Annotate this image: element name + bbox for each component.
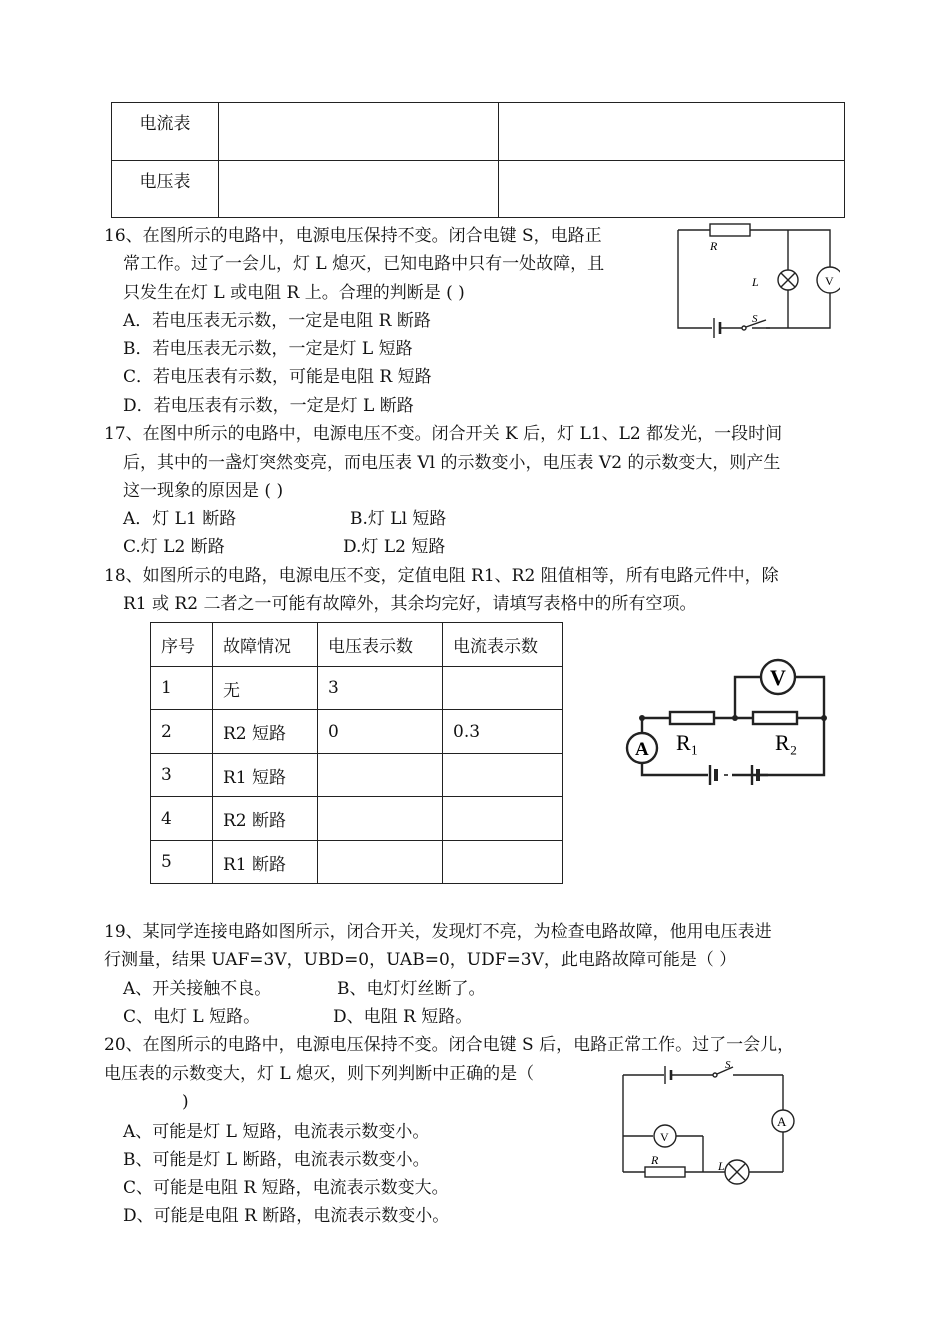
q16-option-d: D．若电压表有示数，一定是灯 L 断路 [123,396,414,416]
label-r2: R₂ [775,730,798,755]
table-cell: R1 断路 [213,841,318,884]
table-cell: 5 [151,841,213,884]
q16-circuit-diagram [670,218,840,348]
table-cell [443,841,563,884]
table-cell: 1 [151,667,213,710]
q16-stem-line: 16、在图所示的电路中，电源电压保持不变。闭合电键 S，电路正 [104,226,602,246]
table-cell: 0 [318,710,443,754]
table-cell [318,754,443,797]
table-cell [443,797,563,841]
q16-stem-line: 常工作。过了一会儿，灯 L 熄灭，已知电路中只有一处故障，且 [123,254,605,274]
resistor-r-symbol [710,224,750,236]
table-cell: R2 断路 [213,797,318,841]
q19-option-b: B、电灯灯丝断了。 [337,979,486,999]
label-l: L [752,275,759,289]
table-cell: 4 [151,797,213,841]
row-label: 电压表 [112,161,219,218]
q18-circuit-diagram [620,655,840,785]
q18-stem-line: R1 或 R2 二者之一可能有故障外，其余均完好，请填写表格中的所有空项。 [123,594,697,614]
q20-option-a: A、可能是灯 L 短路，电流表示数变小。 [123,1122,430,1142]
table-row [151,710,563,754]
table-row [112,103,845,161]
table-cell [443,754,563,797]
q16-option-a: A．若电压表无示数，一定是电阻 R 断路 [123,311,431,331]
q20-stem-line: 20、在图所示的电路中，电源电压保持不变。闭合电键 S 后，电路正常工作。过了一会儿， [104,1035,795,1055]
table-row [151,667,563,710]
table-cell: 3 [318,667,443,710]
table-cell: 2 [151,710,213,754]
table-cell [219,161,499,218]
label-s: S [725,1059,731,1071]
table-cell [318,797,443,841]
label-l: L [718,1159,725,1173]
table-cell: R1 短路 [213,754,318,797]
q17-option-c: C.灯 L2 断路 [123,537,225,557]
label-a: A [635,739,649,760]
q16-option-c: C．若电压表有示数，可能是电阻 R 短路 [123,367,432,387]
q20-stem-line: ) [182,1092,189,1112]
header-cell: 电压表示数 [318,623,443,667]
q20-circuit-diagram [615,1058,800,1188]
label-r1: R₁ [676,730,699,755]
table-cell [499,103,845,161]
q19-stem-line: 行测量，结果 UAF=3V，UBD=0，UAB=0，UDF=3V，此电路故障可能是（ ） [104,950,737,970]
q19-option-a: A、开关接触不良。 [123,979,272,999]
table-row [151,797,563,841]
q20-option-c: C、可能是电阻 R 短路，电流表示数变大。 [123,1178,449,1198]
table-cell [318,841,443,884]
q19-option-d: D、电阻 R 短路。 [333,1007,473,1027]
table-cell: 3 [151,754,213,797]
label-v: V [825,274,834,288]
q16-option-b: B．若电压表无示数，一定是灯 L 短路 [123,339,413,359]
table-cell [499,161,845,218]
table-row [151,841,563,884]
q17-stem-line: 这一现象的原因是 ( ) [123,481,284,501]
resistor-r-symbol [645,1167,685,1177]
q20-stem-line: 电压表的示数变大，灯 L 熄灭，则下列判断中正确的是（ [104,1064,535,1084]
header-cell: 故障情况 [213,623,318,667]
q19-stem-line: 19、某同学连接电路如图所示，闭合开关，发现灯不亮，为检查电路故障，他用电压表进 [104,922,772,942]
q20-option-d: D、可能是电阻 R 断路，电流表示数变小。 [123,1206,450,1226]
table-cell [219,103,499,161]
label-r: R [651,1153,659,1167]
label-a: A [777,1114,787,1129]
top-table [111,102,845,218]
table-header-row [151,623,563,667]
label-v: V [770,665,786,690]
q18-table [150,622,563,884]
q17-option-d: D.灯 L2 短路 [343,537,446,557]
label-r: R [710,239,718,253]
q19-option-c: C、电灯 L 短路。 [123,1007,261,1027]
table-row [151,754,563,797]
q16-stem-line: 只发生在灯 L 或电阻 R 上。合理的判断是 ( ) [123,283,465,303]
label-v: V [660,1130,669,1144]
resistor-r2-symbol [753,712,797,724]
q17-stem-line: 17、在图中所示的电路中，电源电压不变。闭合开关 K 后，灯 L1、L2 都发光，一段时间 [104,424,783,444]
table-row [112,161,845,218]
q18-stem-line: 18、如图所示的电路，电源电压不变，定值电阻 R1、R2 阻值相等，所有电路元件中，除 [104,566,779,586]
table-cell: 0.3 [443,710,563,754]
resistor-r1-symbol [670,712,714,724]
q17-option-b: B.灯 Ll 短路 [350,509,447,529]
table-cell: 无 [213,667,318,710]
label-s: S [752,313,758,325]
q20-option-b: B、可能是灯 L 断路，电流表示数变小。 [123,1150,430,1170]
table-cell: R2 短路 [213,710,318,754]
header-cell: 电流表示数 [443,623,563,667]
q17-option-a: A．灯 L1 断路 [123,509,237,529]
header-cell: 序号 [151,623,213,667]
row-label: 电流表 [112,103,219,161]
table-cell [443,667,563,710]
q17-stem-line: 后，其中的一盏灯突然变亮，而电压表 Vl 的示数变小，电压表 V2 的示数变大，则产生 [123,453,781,473]
